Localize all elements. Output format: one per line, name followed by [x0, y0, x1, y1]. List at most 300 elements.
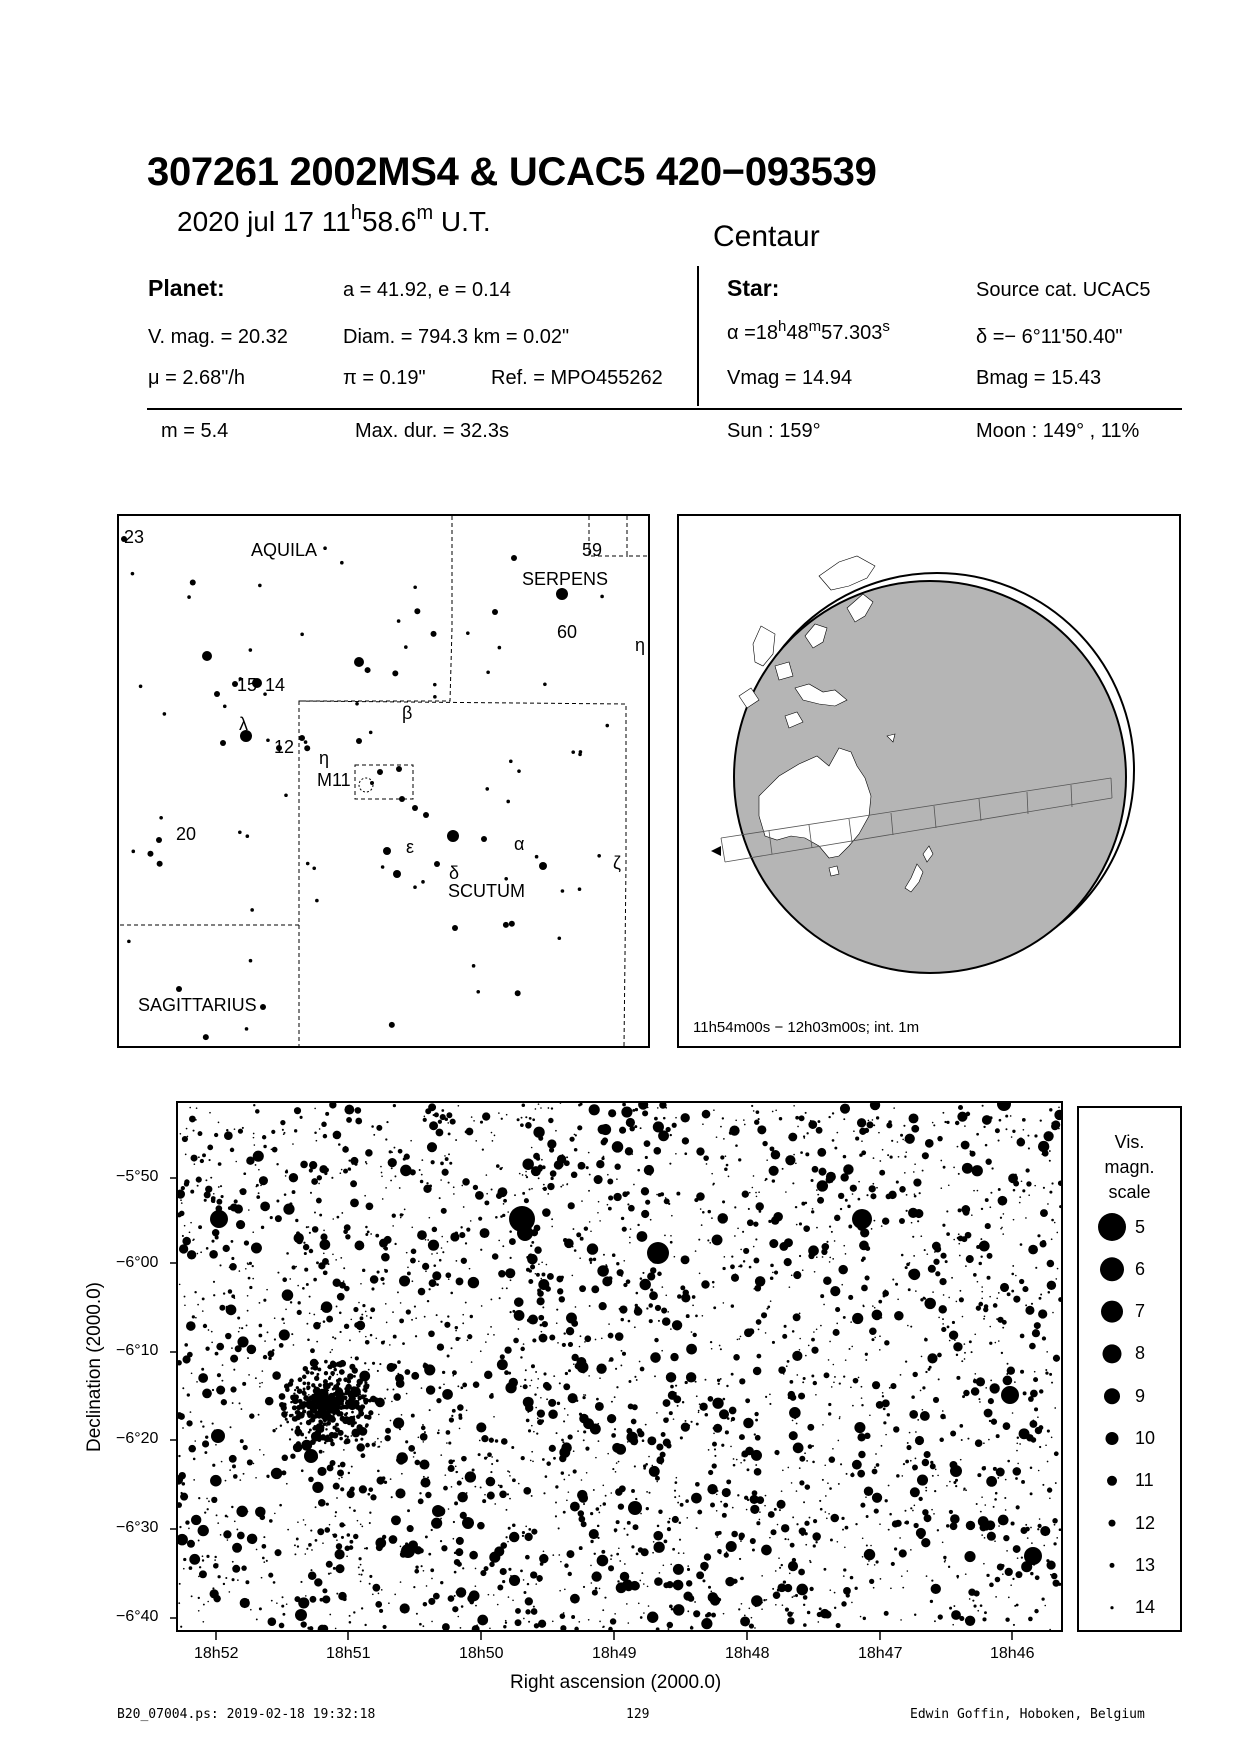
field-star [334, 1337, 336, 1339]
field-star [958, 1236, 964, 1242]
field-star [508, 1568, 511, 1571]
field-star [740, 1249, 742, 1251]
field-star [801, 1202, 805, 1206]
field-star [702, 1579, 705, 1582]
field-star [849, 1348, 851, 1350]
field-star [673, 1564, 684, 1575]
field-star [956, 1376, 960, 1380]
field-star [465, 1302, 467, 1304]
field-star [658, 1510, 662, 1514]
field-star [314, 1212, 316, 1214]
field-star [613, 1193, 621, 1201]
field-star [1019, 1202, 1021, 1204]
field-star [693, 1333, 697, 1337]
field-star [793, 1154, 795, 1156]
field-star [939, 1278, 946, 1285]
field-star [722, 1200, 725, 1203]
field-star [550, 1177, 553, 1180]
field-star [669, 1604, 673, 1608]
field-star [531, 1188, 533, 1190]
field-star [818, 1168, 826, 1176]
field-star [489, 1438, 494, 1443]
field-star [982, 1115, 992, 1125]
field-star [471, 1361, 473, 1363]
field-star [852, 1313, 863, 1324]
field-star [620, 1572, 630, 1582]
field-star [350, 1157, 358, 1165]
field-star [282, 1596, 284, 1598]
field-star [187, 1136, 189, 1138]
field-star [627, 1203, 629, 1205]
field-star [505, 1268, 515, 1278]
cluster-star [296, 1426, 301, 1431]
field-star [803, 1135, 805, 1137]
field-star [662, 1317, 671, 1326]
finder-star [163, 712, 167, 716]
field-star [944, 1561, 946, 1563]
constellation-serpens: SERPENS [522, 569, 609, 589]
cluster-star [314, 1376, 319, 1381]
field-star [906, 1445, 911, 1450]
field-star [1030, 1467, 1033, 1470]
field-star [407, 1267, 409, 1269]
field-star [547, 1139, 556, 1148]
field-star [226, 1304, 237, 1315]
field-star [515, 1620, 517, 1622]
field-star [238, 1129, 243, 1134]
field-star [555, 1130, 557, 1132]
ra-tick-3: 18h50 [459, 1645, 504, 1662]
field-star [364, 1362, 366, 1364]
field-star [964, 1343, 966, 1345]
field-star [269, 1519, 273, 1523]
field-star [414, 1569, 419, 1574]
field-star [689, 1425, 691, 1427]
field-star [681, 1423, 690, 1432]
field-star [455, 1337, 459, 1341]
field-star [292, 1190, 296, 1194]
field-star [795, 1594, 798, 1597]
field-star [719, 1409, 729, 1419]
field-star [314, 1131, 317, 1134]
field-star [239, 1402, 241, 1404]
field-star [839, 1382, 841, 1384]
field-star [259, 1302, 261, 1304]
field-star [922, 1386, 925, 1389]
field-star [638, 1431, 645, 1438]
field-star [275, 1549, 282, 1556]
field-star [1020, 1527, 1027, 1534]
field-star [829, 1456, 836, 1463]
cluster-star [305, 1437, 307, 1439]
field-star [537, 1417, 539, 1419]
star-label-zeta: ζ [613, 853, 621, 873]
field-star [504, 1370, 509, 1375]
field-star [353, 1611, 355, 1613]
field-star [332, 1534, 334, 1536]
field-star [772, 1341, 775, 1344]
field-star [307, 1338, 310, 1341]
field-star [1042, 1484, 1044, 1486]
mag-dot-14 [1110, 1606, 1113, 1609]
field-star [333, 1131, 342, 1140]
field-star [737, 1339, 739, 1341]
field-star [922, 1459, 929, 1466]
field-star [460, 1386, 463, 1389]
field-star [984, 1504, 986, 1506]
field-star [576, 1232, 581, 1237]
field-star [382, 1535, 386, 1539]
field-star [578, 1621, 580, 1623]
field-star [670, 1241, 673, 1244]
field-star [347, 1490, 355, 1498]
scale-title-3: scale [1108, 1182, 1151, 1202]
field-star [679, 1521, 682, 1524]
field-star [590, 1230, 592, 1232]
y-axis-title: Declination (2000.0) [84, 1281, 105, 1453]
cluster-star [317, 1373, 320, 1376]
field-star [349, 1621, 352, 1624]
field-star [667, 1527, 671, 1531]
field-star [644, 1165, 654, 1175]
field-star [940, 1160, 942, 1162]
field-star [996, 1434, 1000, 1438]
field-star [447, 1122, 449, 1124]
field-star [868, 1560, 870, 1562]
field-star [858, 1377, 860, 1379]
field-star [690, 1421, 692, 1423]
field-star [216, 1353, 218, 1355]
field-star [943, 1166, 946, 1169]
field-star [1012, 1412, 1014, 1414]
field-star [204, 1199, 207, 1202]
field-star [595, 1587, 598, 1590]
field-star [833, 1364, 835, 1366]
field-star [846, 1473, 848, 1475]
field-star [392, 1311, 394, 1313]
field-star [650, 1219, 652, 1221]
field-star [829, 1257, 831, 1259]
field-star [590, 1262, 592, 1264]
field-star [376, 1544, 383, 1551]
field-star [247, 1263, 249, 1265]
field-star [341, 1477, 343, 1479]
field-star [956, 1575, 959, 1578]
cluster-star [370, 1396, 377, 1403]
finder-star [300, 633, 304, 637]
field-star [843, 1568, 846, 1571]
field-star [285, 1309, 287, 1311]
planet-orbit: a = 41.92, e = 0.14 [343, 279, 511, 301]
bright-star [211, 1429, 225, 1443]
field-star [648, 1303, 653, 1308]
field-star [896, 1474, 900, 1478]
star-label-delta: δ [449, 863, 460, 883]
field-star [816, 1250, 819, 1253]
field-star [796, 1523, 798, 1525]
field-star [218, 1122, 220, 1124]
field-star [1041, 1597, 1044, 1600]
field-star [478, 1217, 482, 1221]
field-star [190, 1190, 194, 1194]
field-star [463, 1206, 465, 1208]
cluster-star [329, 1376, 332, 1379]
field-star [512, 1524, 516, 1528]
field-star [364, 1624, 366, 1626]
field-star [429, 1121, 438, 1130]
cluster-star [345, 1398, 347, 1400]
field-star [632, 1404, 638, 1410]
cluster-star [325, 1389, 328, 1392]
cluster-star [311, 1383, 315, 1387]
field-star [756, 1453, 758, 1455]
field-star [729, 1407, 737, 1415]
field-star [798, 1393, 805, 1400]
field-star [739, 1264, 742, 1267]
field-star [189, 1566, 193, 1570]
cluster-star [334, 1403, 340, 1409]
field-star [423, 1602, 428, 1607]
finder-star [413, 885, 417, 889]
field-star [674, 1496, 676, 1498]
field-star [538, 1315, 544, 1321]
field-star [448, 1595, 455, 1602]
field-star [956, 1354, 958, 1356]
field-star [738, 1158, 741, 1161]
field-star [720, 1155, 724, 1159]
field-star [697, 1510, 702, 1515]
field-star [411, 1319, 413, 1321]
field-star [344, 1324, 349, 1329]
field-star [897, 1298, 899, 1300]
cluster-star [308, 1415, 310, 1417]
field-star [297, 1545, 299, 1547]
field-star [332, 1253, 334, 1255]
field-star [525, 1609, 530, 1614]
field-star [805, 1588, 808, 1591]
field-star [492, 1253, 499, 1260]
field-star [789, 1573, 791, 1575]
field-star [518, 1328, 520, 1330]
field-star [421, 1481, 426, 1486]
field-star [735, 1144, 738, 1147]
field-star [1037, 1234, 1040, 1237]
field-star [349, 1507, 351, 1509]
field-star [405, 1440, 408, 1443]
field-star [315, 1539, 318, 1542]
field-star [942, 1112, 944, 1114]
field-star [1045, 1369, 1047, 1371]
field-star [267, 1331, 269, 1333]
field-star [626, 1118, 635, 1127]
field-star [814, 1271, 816, 1273]
field-star [816, 1127, 823, 1134]
field-star [946, 1524, 949, 1527]
field-star [232, 1464, 236, 1468]
field-star [819, 1607, 822, 1610]
field-star [820, 1508, 823, 1511]
field-star [754, 1627, 756, 1629]
field-star [668, 1628, 670, 1630]
field-star [610, 1618, 616, 1624]
field-star [469, 1551, 478, 1560]
field-star [489, 1394, 494, 1399]
field-star [490, 1298, 492, 1300]
field-star [501, 1438, 508, 1445]
field-star [179, 1244, 188, 1253]
field-star [471, 1116, 473, 1118]
cluster-star [316, 1394, 323, 1401]
field-star [608, 1207, 612, 1211]
field-star [713, 1424, 722, 1433]
field-star [436, 1252, 438, 1254]
field-star [708, 1210, 711, 1213]
field-star [499, 1485, 502, 1488]
field-star [444, 1322, 450, 1328]
ra-tick-2: 18h51 [326, 1645, 371, 1662]
field-star [755, 1419, 758, 1422]
finder-star [315, 899, 319, 903]
field-star [920, 1411, 930, 1421]
field-star [958, 1105, 963, 1110]
field-star [1008, 1597, 1010, 1599]
field-star [568, 1369, 571, 1372]
field-star [716, 1536, 718, 1538]
field-star [330, 1351, 332, 1353]
field-star [223, 1245, 230, 1252]
star-field-chart [176, 1101, 1063, 1632]
field-star [432, 1271, 441, 1280]
field-star [915, 1458, 917, 1460]
field-star [1030, 1527, 1032, 1529]
finder-star [509, 760, 513, 764]
field-star [546, 1461, 551, 1466]
field-star [578, 1162, 586, 1170]
field-star [845, 1253, 847, 1255]
field-star [634, 1307, 643, 1316]
field-star [702, 1110, 711, 1119]
finder-star [340, 561, 344, 565]
field-star [1005, 1568, 1013, 1576]
field-star [956, 1301, 958, 1303]
field-star [448, 1459, 453, 1464]
field-star [528, 1279, 533, 1284]
field-star [321, 1308, 323, 1310]
field-star [911, 1395, 915, 1399]
field-star [395, 1488, 405, 1498]
field-star [520, 1356, 522, 1358]
field-star [790, 1543, 795, 1548]
field-star [202, 1621, 204, 1623]
field-star [343, 1449, 345, 1451]
field-star [1004, 1497, 1006, 1499]
field-star [536, 1156, 540, 1160]
field-star [993, 1506, 995, 1508]
field-star [462, 1314, 464, 1316]
field-star [813, 1519, 817, 1523]
field-star [375, 1601, 382, 1608]
field-star [1034, 1134, 1037, 1137]
field-star [428, 1288, 430, 1290]
bright-star [628, 1501, 642, 1515]
field-star [771, 1150, 781, 1160]
field-star [698, 1412, 700, 1414]
field-star [623, 1260, 625, 1262]
field-star [627, 1622, 629, 1624]
field-star [452, 1370, 457, 1375]
field-star [772, 1111, 774, 1113]
field-star [824, 1568, 827, 1571]
field-star [1017, 1557, 1019, 1559]
field-star [523, 1591, 526, 1594]
finder-star [377, 769, 383, 775]
cluster-star [302, 1391, 305, 1394]
field-star [247, 1295, 249, 1297]
field-star [971, 1214, 973, 1216]
field-star [955, 1479, 958, 1482]
mag-label-12: 12 [1135, 1513, 1156, 1533]
field-star [787, 1360, 790, 1363]
field-star [317, 1528, 324, 1535]
field-star [826, 1176, 833, 1183]
field-star [510, 1279, 512, 1281]
field-star [253, 1137, 255, 1139]
field-star [1000, 1217, 1002, 1219]
field-star [955, 1485, 957, 1487]
field-star [708, 1396, 714, 1402]
field-star [243, 1445, 248, 1450]
field-star [694, 1601, 696, 1603]
field-star [775, 1604, 777, 1606]
finder-star [404, 645, 408, 649]
field-star [509, 1575, 520, 1586]
field-star [531, 1608, 538, 1615]
cluster-star [309, 1429, 312, 1432]
field-star [284, 1132, 286, 1134]
field-star [282, 1277, 287, 1282]
field-star [779, 1567, 781, 1569]
field-star [924, 1298, 935, 1309]
field-star [259, 1449, 261, 1451]
field-star [905, 1460, 909, 1464]
field-star [1018, 1138, 1023, 1143]
field-star [194, 1163, 196, 1165]
field-star [214, 1133, 218, 1137]
field-star [466, 1227, 470, 1231]
field-star [695, 1315, 698, 1318]
field-star [984, 1304, 989, 1309]
field-star [1058, 1107, 1060, 1109]
cluster-star [302, 1375, 307, 1380]
field-star [722, 1267, 725, 1270]
field-star [1044, 1605, 1046, 1607]
field-star [1003, 1535, 1009, 1541]
field-star [1013, 1467, 1022, 1476]
cluster-star [312, 1365, 318, 1371]
field-star [670, 1328, 672, 1330]
field-star [361, 1526, 363, 1528]
field-star [384, 1398, 386, 1400]
field-star [645, 1200, 650, 1205]
field-star [360, 1523, 362, 1525]
mag-label-6: 6 [1135, 1259, 1146, 1279]
field-star [703, 1155, 709, 1161]
field-star [242, 1382, 246, 1386]
field-star [965, 1265, 967, 1267]
field-star [441, 1236, 443, 1238]
field-star [1021, 1180, 1023, 1182]
field-star [559, 1447, 570, 1458]
